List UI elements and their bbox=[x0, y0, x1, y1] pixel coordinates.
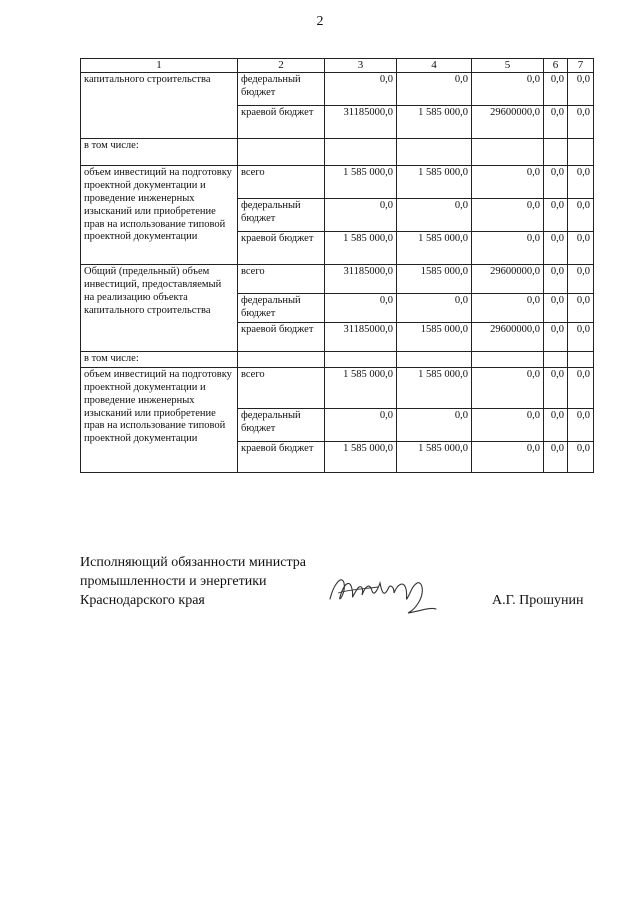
table-row bbox=[81, 352, 594, 368]
budget-type: федеральный бюджет bbox=[238, 294, 325, 323]
cell-value: 29600000,0 bbox=[472, 265, 544, 294]
cell-value: 0,0 bbox=[568, 442, 594, 473]
signatory-title-line: Краснодарского края bbox=[80, 593, 205, 608]
column-header: 7 bbox=[568, 59, 594, 73]
cell-value: 31185000,0 bbox=[325, 323, 397, 352]
table-row bbox=[81, 166, 594, 199]
table-row bbox=[81, 368, 594, 409]
column-header: 3 bbox=[325, 59, 397, 73]
cell-value: 0,0 bbox=[568, 294, 594, 323]
cell-value: 0,0 bbox=[568, 265, 594, 294]
cell-value: 0,0 bbox=[568, 73, 594, 106]
row-label: объем инвестиций на подготовку проектной документации и проведение инженерных изысканий или приобретение прав на использование типовой проектной документации bbox=[81, 368, 238, 473]
cell-value: 1585 000,0 bbox=[397, 323, 472, 352]
budget-type: всего bbox=[238, 166, 325, 199]
cell-value: 0,0 bbox=[472, 409, 544, 442]
row-label: капитального строительства bbox=[81, 73, 238, 139]
cell-value: 0,0 bbox=[568, 106, 594, 139]
column-header: 5 bbox=[472, 59, 544, 73]
budget-type: всего bbox=[238, 265, 325, 294]
handwritten-signature bbox=[320, 553, 450, 633]
cell-value: 0,0 bbox=[544, 166, 568, 199]
cell-value: 0,0 bbox=[544, 409, 568, 442]
cell-value: 0,0 bbox=[544, 73, 568, 106]
cell-value: 0,0 bbox=[325, 73, 397, 106]
cell-value: 1 585 000,0 bbox=[325, 442, 397, 473]
signatory-title-line: Исполняющий обязанности министра bbox=[80, 555, 306, 570]
investment-table bbox=[80, 58, 594, 473]
column-header: 6 bbox=[544, 59, 568, 73]
cell-value: 1 585 000,0 bbox=[325, 368, 397, 409]
cell-value: 29600000,0 bbox=[472, 323, 544, 352]
cell-value: 0,0 bbox=[472, 166, 544, 199]
note-cell: в том числе: bbox=[81, 352, 238, 368]
cell-value: 0,0 bbox=[568, 199, 594, 232]
cell-value: 0,0 bbox=[325, 294, 397, 323]
cell-value: 1585 000,0 bbox=[397, 265, 472, 294]
cell-value: 0,0 bbox=[472, 73, 544, 106]
cell-value: 1 585 000,0 bbox=[397, 106, 472, 139]
cell-value: 0,0 bbox=[544, 265, 568, 294]
budget-type: краевой бюджет bbox=[238, 442, 325, 473]
budget-type: краевой бюджет bbox=[238, 323, 325, 352]
cell-value: 0,0 bbox=[397, 294, 472, 323]
column-header: 1 bbox=[81, 59, 238, 73]
row-label: Общий (предельный) объем инвестиций, предоставляемый на реализацию объекта капитального строительства bbox=[81, 265, 238, 352]
cell-value: 0,0 bbox=[544, 106, 568, 139]
cell-value: 0,0 bbox=[544, 368, 568, 409]
cell-value: 1 585 000,0 bbox=[325, 232, 397, 265]
signatory-name: А.Г. Прошунин bbox=[492, 593, 584, 608]
cell-value: 31185000,0 bbox=[325, 106, 397, 139]
cell-value: 1 585 000,0 bbox=[325, 166, 397, 199]
cell-value: 0,0 bbox=[397, 199, 472, 232]
cell-value: 31185000,0 bbox=[325, 265, 397, 294]
cell-value: 1 585 000,0 bbox=[397, 442, 472, 473]
cell-value: 0,0 bbox=[472, 442, 544, 473]
signatory-title bbox=[80, 553, 340, 610]
cell-value: 0,0 bbox=[568, 368, 594, 409]
page-number: 2 bbox=[316, 14, 324, 29]
cell-value: 0,0 bbox=[397, 409, 472, 442]
cell-value: 0,0 bbox=[397, 73, 472, 106]
cell-value: 0,0 bbox=[472, 294, 544, 323]
cell-value: 0,0 bbox=[568, 232, 594, 265]
cell-value: 1 585 000,0 bbox=[397, 166, 472, 199]
note-cell: в том числе: bbox=[81, 139, 238, 166]
cell-value: 0,0 bbox=[544, 232, 568, 265]
cell-value: 0,0 bbox=[472, 232, 544, 265]
cell-value: 0,0 bbox=[568, 409, 594, 442]
cell-value: 0,0 bbox=[472, 368, 544, 409]
cell-value: 0,0 bbox=[544, 442, 568, 473]
column-header: 4 bbox=[397, 59, 472, 73]
signatory-title-line: промышленности и энергетики bbox=[80, 574, 267, 589]
cell-value: 0,0 bbox=[472, 199, 544, 232]
budget-type: федеральный бюджет bbox=[238, 73, 325, 106]
table-header-row bbox=[81, 59, 594, 73]
budget-type: федеральный бюджет bbox=[238, 199, 325, 232]
cell-value: 0,0 bbox=[325, 409, 397, 442]
cell-value: 0,0 bbox=[325, 199, 397, 232]
table-row bbox=[81, 73, 594, 106]
cell-value: 0,0 bbox=[568, 166, 594, 199]
budget-type: краевой бюджет bbox=[238, 232, 325, 265]
cell-value: 0,0 bbox=[544, 323, 568, 352]
table-row bbox=[81, 139, 594, 166]
cell-value: 0,0 bbox=[568, 323, 594, 352]
budget-type: всего bbox=[238, 368, 325, 409]
cell-value: 0,0 bbox=[544, 294, 568, 323]
signature-block bbox=[80, 553, 600, 633]
cell-value: 29600000,0 bbox=[472, 106, 544, 139]
budget-type: краевой бюджет bbox=[238, 106, 325, 139]
budget-type: федеральный бюджет bbox=[238, 409, 325, 442]
table-row bbox=[81, 265, 594, 294]
cell-value: 1 585 000,0 bbox=[397, 368, 472, 409]
cell-value: 1 585 000,0 bbox=[397, 232, 472, 265]
column-header: 2 bbox=[238, 59, 325, 73]
row-label: объем инвестиций на подготовку проектной документации и проведение инженерных изысканий или приобретение прав на использование типовой проектной документации bbox=[81, 166, 238, 265]
cell-value: 0,0 bbox=[544, 199, 568, 232]
